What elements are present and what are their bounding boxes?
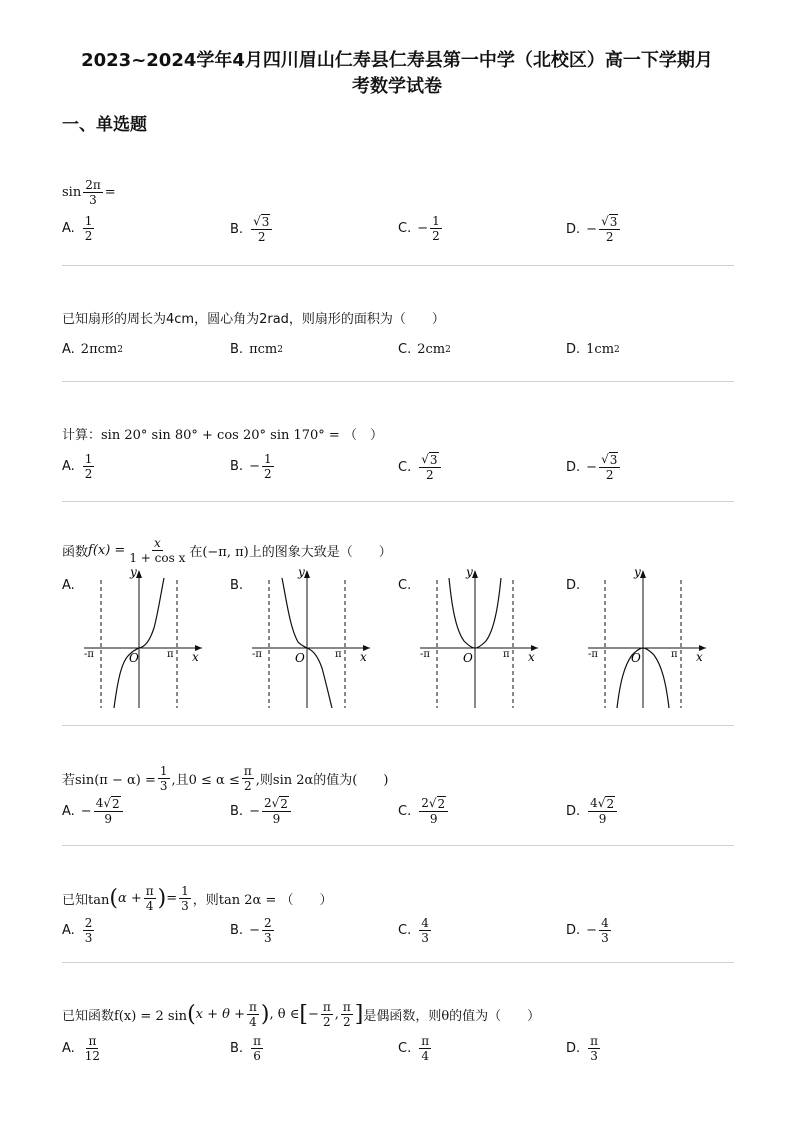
divider [62, 725, 734, 726]
option-d[interactable]: D. − √ 3 2 [566, 452, 622, 482]
svg-text:-π: -π [420, 649, 430, 660]
svg-text:x: x [696, 650, 703, 664]
fraction: $\frac{2\pi}{3}$ [85, 178, 101, 207]
graph-a[interactable] [82, 568, 206, 710]
svg-text:O: O [631, 651, 641, 665]
option-a[interactable]: A. − 4 √ 2 9 [62, 796, 125, 826]
option-b[interactable]: B. − 2 √ 2 9 [230, 796, 293, 826]
svg-text:-π: -π [588, 649, 598, 660]
svg-text:π: π [671, 649, 678, 660]
section-heading: 一、单选题 [62, 115, 147, 135]
divider [62, 501, 734, 502]
svg-text:O: O [129, 651, 139, 665]
option-d[interactable]: D. $\frac{\pi}{3}$ [566, 1034, 599, 1063]
option-c[interactable]: C. − $\frac{1}{2}$ [398, 214, 440, 243]
graph-b-content [252, 568, 370, 708]
question-stem: 已知tan ( α + $\frac{\pi}{4}$ ) = $\frac{1}{3}$ ，则tan 2α = （ ） [62, 884, 333, 913]
option-c[interactable]: C. [398, 578, 412, 593]
option-a[interactable]: A. $\frac{\pi}{12}$ [62, 1034, 101, 1063]
svg-text:O: O [295, 651, 305, 665]
question-stem: 若sin(π − α) = $\frac{1}{3}$ ,且0 ≤ α ≤ $\frac{\pi}{2}$ ,则sin 2α的值为( ) [62, 764, 389, 793]
option-a[interactable]: A. $\frac{1}{2}$ [62, 214, 93, 243]
svg-text:y: y [466, 568, 473, 579]
option-a[interactable]: A. $\frac{2}{3}$ [62, 916, 93, 945]
option-c[interactable]: C. √ 3 2 [398, 452, 443, 482]
option-d[interactable]: D. 4 √ 2 9 [566, 796, 619, 826]
option-c[interactable]: C. 2 √ 2 9 [398, 796, 450, 826]
divider [62, 845, 734, 846]
option-d[interactable]: D. − $\frac{4}{3}$ [566, 916, 609, 945]
graph-c-content [420, 568, 538, 708]
sin-text: sin [62, 185, 82, 200]
svg-text:-π: -π [84, 649, 94, 660]
divider [62, 962, 734, 963]
question-stem: 已知扇形的周长为4cm，圆心角为2rad，则扇形的面积为（ ） [62, 312, 445, 327]
graph-d-content [588, 568, 706, 708]
option-b[interactable]: B. − $\frac{2}{3}$ [230, 916, 272, 945]
svg-text:x: x [360, 650, 367, 664]
option-a[interactable]: A. $\frac{1}{2}$ [62, 452, 93, 481]
exam-title-line1: 2023~2024学年4月四川眉山仁寿县仁寿县第一中学（北校区）高一下学期月 [81, 50, 713, 71]
svg-text:π: π [335, 649, 342, 660]
option-a[interactable]: A. [62, 578, 75, 593]
question-stem [62, 178, 116, 207]
option-d[interactable]: D. 1cm 2 [566, 342, 620, 357]
option-b[interactable]: B. $\frac{\pi}{6}$ [230, 1034, 261, 1063]
svg-text:x: x [528, 650, 535, 664]
divider [62, 381, 734, 382]
svg-text:O: O [463, 651, 473, 665]
option-d[interactable]: D. [566, 578, 581, 593]
option-c[interactable]: C. $\frac{4}{3}$ [398, 916, 429, 945]
question-stem: 已知函数f(x) = 2 sin ( x + θ + $\frac{\pi}{4}$ ) , θ ∈ [ − $\frac{\pi}{2}$ , $\frac{\pi}{2}$ ] 是偶函数，则θ的值为（ ） [62, 1000, 541, 1029]
svg-text:y: y [634, 568, 641, 579]
equals: = [104, 185, 116, 200]
graph-c[interactable] [418, 568, 542, 710]
question-stem: 函数 f(x) = $\frac{x}{\text{1 + cos x}}$ 在(−π, π)上的图象大致是（ ） [62, 536, 392, 565]
graph-a-content [84, 568, 202, 708]
graph-d[interactable] [586, 568, 710, 710]
option-b[interactable]: B. πcm 2 [230, 342, 283, 357]
option-b[interactable]: B. √ 3 2 [230, 214, 274, 244]
graph-b[interactable] [250, 568, 374, 710]
question-stem: 计算： sin 20° sin 80° + cos 20° sin 170° = （ ） [62, 428, 383, 443]
option-d[interactable]: D. − √ 3 2 [566, 214, 622, 244]
exam-title [30, 48, 764, 100]
svg-text:π: π [167, 649, 174, 660]
svg-text:x: x [192, 650, 199, 664]
exam-title-line2: 考数学试卷 [352, 76, 442, 97]
svg-text:π: π [503, 649, 510, 660]
option-b[interactable]: B. − $\frac{1}{2}$ [230, 452, 272, 481]
svg-text:-π: -π [252, 649, 262, 660]
svg-text:y: y [130, 568, 137, 579]
option-b[interactable]: B. [230, 578, 244, 593]
svg-text:y: y [298, 568, 305, 579]
option-a[interactable]: A. 2πcm 2 [62, 342, 123, 357]
divider [62, 265, 734, 266]
option-c[interactable]: C. $\frac{\pi}{4}$ [398, 1034, 430, 1063]
option-c[interactable]: C. 2cm 2 [398, 342, 451, 357]
